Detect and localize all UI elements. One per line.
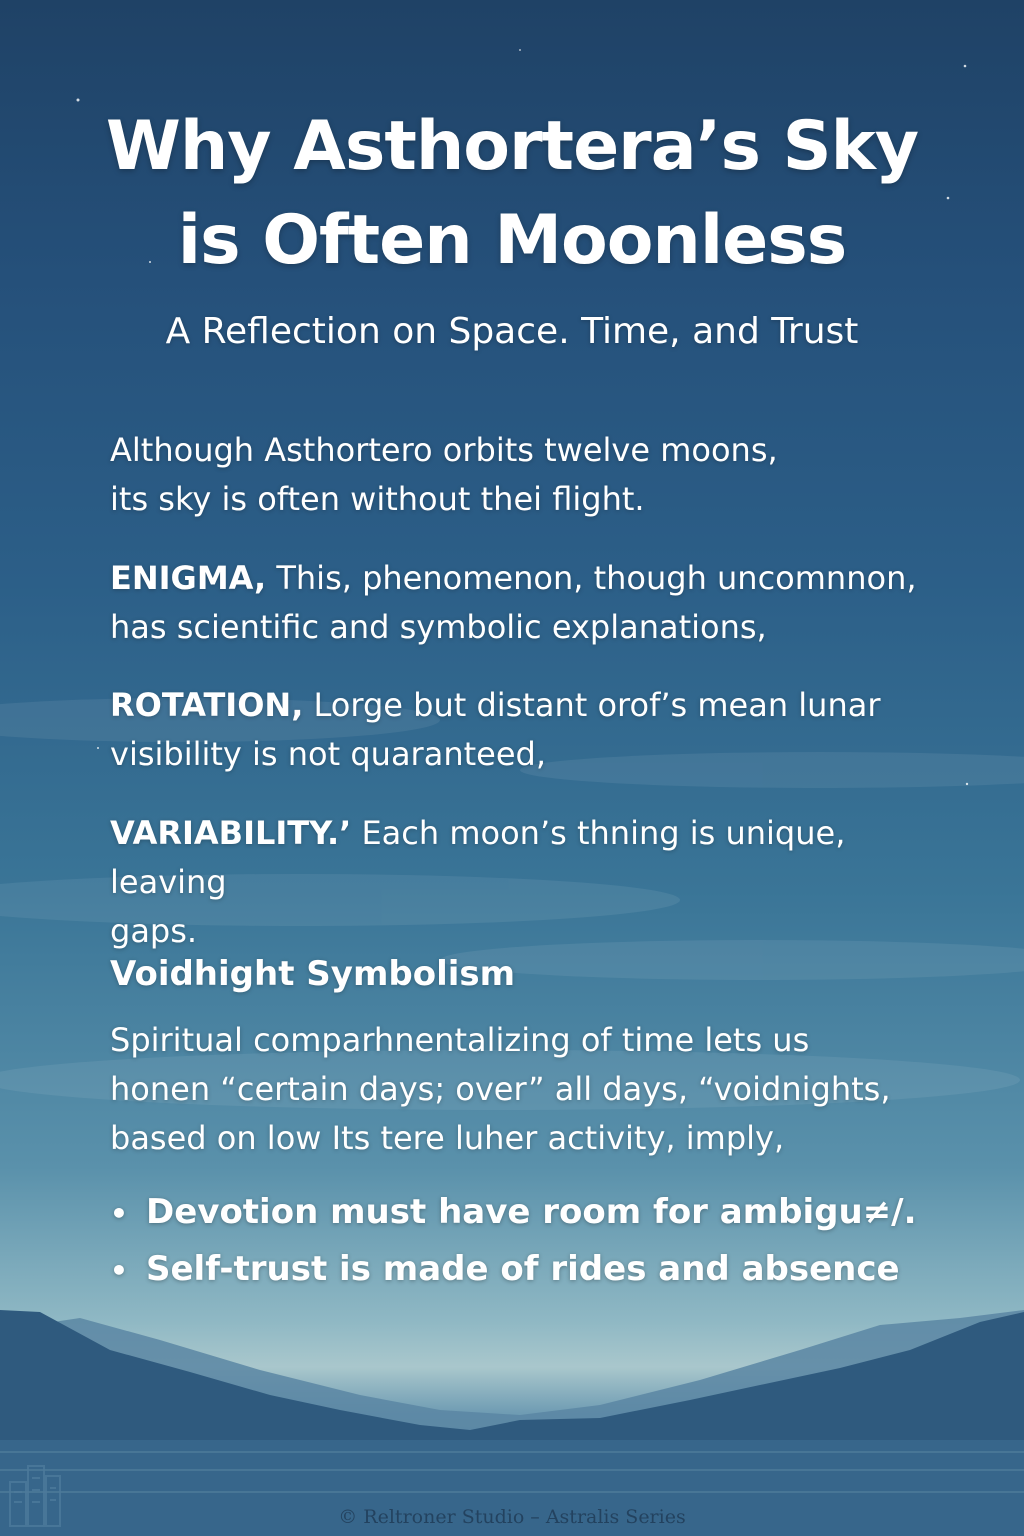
footer-credit: © Reltroner Studio – Astralis Series (338, 1506, 686, 1528)
symbolism-paragraph (110, 1016, 960, 1163)
bullet-text: Self-trust is made of rides and absence (146, 1249, 900, 1289)
symbolism-line-3: based on low Its tere luher activity, imply, (110, 1119, 785, 1157)
intro-paragraph (110, 426, 960, 524)
symbolism-line-1: Spiritual comparhnentalizing of time lets us (110, 1021, 810, 1059)
section-rotation-line-1 (110, 681, 960, 730)
section-enigma-keyword: ENIGMA, (110, 559, 267, 597)
section-variability-line-2: gaps. (110, 912, 198, 950)
section-variability (110, 809, 960, 956)
list-item (110, 1249, 930, 1306)
section-enigma (110, 554, 960, 652)
page-subtitle: A Reflection on Space. Time, and Trust (165, 311, 859, 352)
section-rotation-text: Lorge but distant orof’s mean lunar (303, 686, 881, 724)
section-enigma-text: This, phenomenon, though uncomnnon, (266, 559, 917, 597)
symbolism-line-2: honen “certain days; over” all days, “voidnights, (110, 1070, 891, 1108)
section-variability-line-1 (110, 809, 960, 907)
section-enigma-line-1 (110, 554, 960, 603)
section-rotation-line-2: visibility is not quaranteed, (110, 735, 546, 773)
section-variability-text: Each moon’s thning is unique, leaving (110, 814, 846, 901)
intro-line-2: its sky is often without thei flight. (110, 480, 645, 518)
section-enigma-line-2: has scientific and symbolic explanations, (110, 608, 767, 646)
bullet-icon: • (110, 1254, 128, 1287)
section-rotation (110, 681, 960, 779)
title-line-1: Why Asthortera’s Sky (105, 107, 919, 186)
section-variability-keyword: VARIABILITY.’ (110, 814, 352, 852)
symbolism-heading: Voidhight Symbolism (110, 954, 516, 994)
section-rotation-keyword: ROTATION, (110, 686, 304, 724)
page-title (0, 100, 1024, 288)
intro-line-1: Although Asthortero orbits twelve moons, (110, 431, 778, 469)
bullet-icon: • (110, 1197, 128, 1230)
bullet-list (110, 1192, 930, 1306)
list-item (110, 1192, 930, 1249)
bullet-text: Devotion must have room for ambigu≠/. (146, 1192, 917, 1232)
title-line-2: is Often Moonless (177, 201, 847, 280)
